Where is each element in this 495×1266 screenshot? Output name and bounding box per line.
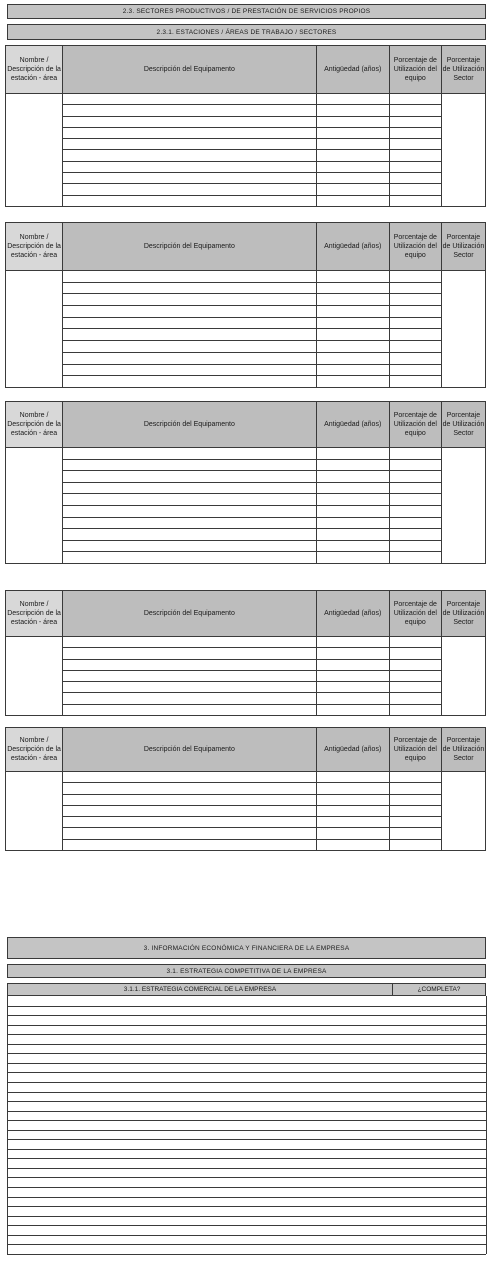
usage-equipment-cell[interactable] bbox=[389, 105, 441, 116]
table-row bbox=[6, 529, 486, 541]
strategy-line[interactable] bbox=[7, 1197, 486, 1198]
usage-equipment-cell[interactable] bbox=[389, 161, 441, 172]
usage-equipment-cell[interactable] bbox=[389, 306, 441, 318]
table-row bbox=[6, 552, 486, 564]
description-cell[interactable] bbox=[63, 828, 317, 839]
strategy-line[interactable] bbox=[7, 1120, 486, 1121]
description-cell[interactable] bbox=[63, 659, 317, 670]
section31-title: 3.1. ESTRATEGIA COMPETITIVA DE LA EMPRESA bbox=[166, 967, 327, 975]
usage-equipment-cell[interactable] bbox=[389, 494, 441, 506]
description-cell[interactable] bbox=[63, 317, 317, 329]
description-cell[interactable] bbox=[63, 529, 317, 541]
table-row bbox=[6, 150, 486, 161]
description-cell[interactable] bbox=[63, 471, 317, 483]
age-cell[interactable] bbox=[316, 184, 389, 195]
usage-equipment-cell[interactable] bbox=[389, 139, 441, 150]
strategy-line[interactable] bbox=[7, 1177, 486, 1178]
table-row bbox=[6, 139, 486, 150]
usage-sector-cell[interactable] bbox=[441, 772, 485, 851]
table-row bbox=[6, 184, 486, 195]
description-cell[interactable] bbox=[63, 139, 317, 150]
strategy-header bbox=[7, 983, 486, 996]
table-row bbox=[6, 271, 486, 283]
age-cell[interactable] bbox=[316, 552, 389, 564]
section-title-bar bbox=[7, 4, 486, 19]
age-cell[interactable] bbox=[316, 127, 389, 138]
description-cell[interactable] bbox=[63, 693, 317, 704]
station-name-cell[interactable] bbox=[6, 772, 63, 851]
table-row bbox=[6, 471, 486, 483]
usage-equipment-cell[interactable] bbox=[389, 282, 441, 294]
usage-equipment-cell[interactable] bbox=[389, 693, 441, 704]
table-row bbox=[6, 839, 486, 850]
header-description: Descripción del Equipamento bbox=[63, 223, 317, 271]
table-row bbox=[6, 648, 486, 659]
usage-equipment-cell[interactable] bbox=[389, 828, 441, 839]
description-cell[interactable] bbox=[63, 817, 317, 828]
table-row bbox=[6, 540, 486, 552]
description-cell[interactable] bbox=[63, 116, 317, 127]
header-description: Descripción del Equipamento bbox=[63, 402, 317, 448]
usage-equipment-cell[interactable] bbox=[389, 150, 441, 161]
usage-equipment-cell[interactable] bbox=[389, 772, 441, 783]
header-age: Antigüedad (años) bbox=[316, 46, 389, 94]
strategy-line[interactable] bbox=[7, 1216, 486, 1217]
strategy-line[interactable] bbox=[7, 1025, 486, 1026]
description-cell[interactable] bbox=[63, 670, 317, 681]
age-cell[interactable] bbox=[316, 783, 389, 794]
age-cell[interactable] bbox=[316, 505, 389, 517]
usage-equipment-cell[interactable] bbox=[389, 329, 441, 341]
age-cell[interactable] bbox=[316, 805, 389, 816]
description-cell[interactable] bbox=[63, 282, 317, 294]
description-cell[interactable] bbox=[63, 173, 317, 184]
age-cell[interactable] bbox=[316, 317, 389, 329]
age-cell[interactable] bbox=[316, 828, 389, 839]
station-name-cell[interactable] bbox=[6, 94, 63, 207]
header-usage-equipment: Porcentaje de Utilización del equipo bbox=[389, 46, 441, 94]
usage-equipment-cell[interactable] bbox=[389, 637, 441, 648]
age-cell[interactable] bbox=[316, 271, 389, 283]
usage-equipment-cell[interactable] bbox=[389, 294, 441, 306]
subsection-title: 2.3.1. ESTACIONES / ÁREAS DE TRABAJO / SECTORES bbox=[156, 28, 337, 36]
strategy-line[interactable] bbox=[7, 1158, 486, 1159]
usage-equipment-cell[interactable] bbox=[389, 341, 441, 353]
usage-equipment-cell[interactable] bbox=[389, 184, 441, 195]
usage-equipment-cell[interactable] bbox=[389, 94, 441, 105]
table-row bbox=[6, 505, 486, 517]
age-cell[interactable] bbox=[316, 94, 389, 105]
table-row bbox=[6, 670, 486, 681]
description-cell[interactable] bbox=[63, 459, 317, 471]
age-cell[interactable] bbox=[316, 482, 389, 494]
table-row bbox=[6, 306, 486, 318]
strategy-line[interactable] bbox=[7, 1244, 486, 1245]
age-cell[interactable] bbox=[316, 494, 389, 506]
header-usage-equipment: Porcentaje de Utilización del equipo bbox=[389, 402, 441, 448]
age-cell[interactable] bbox=[316, 693, 389, 704]
strategy-line[interactable] bbox=[7, 1101, 486, 1102]
header-name: Nombre / Descripción de la estación - área bbox=[6, 223, 63, 271]
strategy-title: 3.1.1. ESTRATEGIA COMERCIAL DE LA EMPRESA bbox=[123, 986, 277, 993]
age-cell[interactable] bbox=[316, 817, 389, 828]
header-age: Antigüedad (años) bbox=[316, 402, 389, 448]
usage-equipment-cell[interactable] bbox=[389, 459, 441, 471]
equipment-table-5 bbox=[5, 727, 486, 851]
age-cell[interactable] bbox=[316, 670, 389, 681]
usage-equipment-cell[interactable] bbox=[389, 839, 441, 850]
age-cell[interactable] bbox=[316, 794, 389, 805]
section-title: 2.3. SECTORES PRODUCTIVOS / DE PRESTACIÓN DE SERVICIOS PROPIOS bbox=[122, 8, 371, 15]
age-cell[interactable] bbox=[316, 459, 389, 471]
description-cell[interactable] bbox=[63, 294, 317, 306]
usage-sector-cell[interactable] bbox=[441, 94, 485, 207]
table-row bbox=[6, 317, 486, 329]
strategy-border bbox=[486, 996, 487, 1254]
strategy-line[interactable] bbox=[7, 1015, 486, 1016]
description-cell[interactable] bbox=[63, 505, 317, 517]
strategy-line[interactable] bbox=[7, 1168, 486, 1169]
strategy-line[interactable] bbox=[7, 1130, 486, 1131]
age-cell[interactable] bbox=[316, 306, 389, 318]
age-cell[interactable] bbox=[316, 376, 389, 388]
table-row bbox=[6, 329, 486, 341]
header-usage-equipment: Porcentaje de Utilización del equipo bbox=[389, 591, 441, 637]
table-row bbox=[6, 805, 486, 816]
usage-equipment-cell[interactable] bbox=[389, 116, 441, 127]
age-cell[interactable] bbox=[316, 682, 389, 693]
description-cell[interactable] bbox=[63, 482, 317, 494]
header-usage-sector: Porcentaje de Utilización Sector bbox=[441, 223, 485, 271]
usage-equipment-cell[interactable] bbox=[389, 704, 441, 715]
header-age: Antigüedad (años) bbox=[316, 591, 389, 637]
table-row bbox=[6, 161, 486, 172]
age-cell[interactable] bbox=[316, 529, 389, 541]
table-row bbox=[6, 448, 486, 460]
table-row bbox=[6, 693, 486, 704]
age-cell[interactable] bbox=[316, 105, 389, 116]
usage-equipment-cell[interactable] bbox=[389, 127, 441, 138]
usage-equipment-cell[interactable] bbox=[389, 352, 441, 364]
usage-equipment-cell[interactable] bbox=[389, 682, 441, 693]
strategy-line[interactable] bbox=[7, 1082, 486, 1083]
strategy-line[interactable] bbox=[7, 1053, 486, 1054]
header-name: Nombre / Descripción de la estación - área bbox=[6, 46, 63, 94]
description-cell[interactable] bbox=[63, 704, 317, 715]
age-cell[interactable] bbox=[316, 150, 389, 161]
table-row bbox=[6, 637, 486, 648]
description-cell[interactable] bbox=[63, 184, 317, 195]
age-cell[interactable] bbox=[316, 637, 389, 648]
age-cell[interactable] bbox=[316, 517, 389, 529]
usage-equipment-cell[interactable] bbox=[389, 794, 441, 805]
usage-equipment-cell[interactable] bbox=[389, 195, 441, 206]
equipment-table-1 bbox=[5, 45, 486, 207]
usage-equipment-cell[interactable] bbox=[389, 471, 441, 483]
description-cell[interactable] bbox=[63, 271, 317, 283]
header-usage-sector: Porcentaje de Utilización Sector bbox=[441, 591, 485, 637]
table-row bbox=[6, 817, 486, 828]
strategy-complete-label: ¿COMPLETA? bbox=[417, 986, 461, 993]
header-name: Nombre / Descripción de la estación - área bbox=[6, 402, 63, 448]
age-cell[interactable] bbox=[316, 195, 389, 206]
header-age: Antigüedad (años) bbox=[316, 223, 389, 271]
equipment-table-4 bbox=[5, 590, 486, 716]
header-age: Antigüedad (años) bbox=[316, 728, 389, 772]
strategy-line[interactable] bbox=[7, 1034, 486, 1035]
age-cell[interactable] bbox=[316, 648, 389, 659]
subsection-title-bar bbox=[7, 24, 486, 40]
strategy-line[interactable] bbox=[7, 1006, 486, 1007]
table-row bbox=[6, 794, 486, 805]
strategy-line[interactable] bbox=[7, 1063, 486, 1064]
table-row bbox=[6, 772, 486, 783]
section31-title-bar bbox=[7, 964, 486, 978]
usage-equipment-cell[interactable] bbox=[389, 448, 441, 460]
description-cell[interactable] bbox=[63, 805, 317, 816]
age-cell[interactable] bbox=[316, 161, 389, 172]
table-row bbox=[6, 494, 486, 506]
usage-equipment-cell[interactable] bbox=[389, 317, 441, 329]
description-cell[interactable] bbox=[63, 376, 317, 388]
age-cell[interactable] bbox=[316, 704, 389, 715]
strategy-line[interactable] bbox=[7, 1111, 486, 1112]
description-cell[interactable] bbox=[63, 794, 317, 805]
header-usage-sector: Porcentaje de Utilización Sector bbox=[441, 46, 485, 94]
description-cell[interactable] bbox=[63, 161, 317, 172]
usage-equipment-cell[interactable] bbox=[389, 805, 441, 816]
description-cell[interactable] bbox=[63, 341, 317, 353]
strategy-line[interactable] bbox=[7, 1139, 486, 1140]
table-row bbox=[6, 376, 486, 388]
age-cell[interactable] bbox=[316, 294, 389, 306]
usage-equipment-cell[interactable] bbox=[389, 482, 441, 494]
age-cell[interactable] bbox=[316, 471, 389, 483]
description-cell[interactable] bbox=[63, 839, 317, 850]
strategy-line[interactable] bbox=[7, 1092, 486, 1093]
header-usage-equipment: Porcentaje de Utilización del equipo bbox=[389, 728, 441, 772]
description-cell[interactable] bbox=[63, 329, 317, 341]
description-cell[interactable] bbox=[63, 517, 317, 529]
table-row bbox=[6, 341, 486, 353]
station-name-cell[interactable] bbox=[6, 637, 63, 716]
usage-equipment-cell[interactable] bbox=[389, 529, 441, 541]
table-row bbox=[6, 482, 486, 494]
table-row bbox=[6, 173, 486, 184]
description-cell[interactable] bbox=[63, 306, 317, 318]
usage-sector-cell[interactable] bbox=[441, 637, 485, 716]
usage-sector-cell[interactable] bbox=[441, 448, 485, 564]
age-cell[interactable] bbox=[316, 364, 389, 376]
usage-equipment-cell[interactable] bbox=[389, 552, 441, 564]
usage-equipment-cell[interactable] bbox=[389, 376, 441, 388]
usage-equipment-cell[interactable] bbox=[389, 364, 441, 376]
description-cell[interactable] bbox=[63, 127, 317, 138]
usage-equipment-cell[interactable] bbox=[389, 271, 441, 283]
age-cell[interactable] bbox=[316, 772, 389, 783]
header-name: Nombre / Descripción de la estación - área bbox=[6, 591, 63, 637]
usage-equipment-cell[interactable] bbox=[389, 670, 441, 681]
usage-equipment-cell[interactable] bbox=[389, 648, 441, 659]
strategy-line[interactable] bbox=[7, 1235, 486, 1236]
header-description: Descripción del Equipamento bbox=[63, 46, 317, 94]
header-description: Descripción del Equipamento bbox=[63, 728, 317, 772]
usage-equipment-cell[interactable] bbox=[389, 817, 441, 828]
strategy-line[interactable] bbox=[7, 1254, 486, 1255]
usage-equipment-cell[interactable] bbox=[389, 505, 441, 517]
section3-title: 3. INFORMACIÓN ECONÓMICA Y FINANCIERA DE LA EMPRESA bbox=[143, 944, 350, 952]
age-cell[interactable] bbox=[316, 282, 389, 294]
strategy-line[interactable] bbox=[7, 1149, 486, 1150]
header-description: Descripción del Equipamento bbox=[63, 591, 317, 637]
description-cell[interactable] bbox=[63, 494, 317, 506]
description-cell[interactable] bbox=[63, 195, 317, 206]
age-cell[interactable] bbox=[316, 139, 389, 150]
table-row bbox=[6, 682, 486, 693]
table-row bbox=[6, 517, 486, 529]
table-row bbox=[6, 116, 486, 127]
description-cell[interactable] bbox=[63, 352, 317, 364]
age-cell[interactable] bbox=[316, 341, 389, 353]
age-cell[interactable] bbox=[316, 659, 389, 670]
table-row bbox=[6, 105, 486, 116]
table-row bbox=[6, 282, 486, 294]
usage-sector-cell[interactable] bbox=[441, 271, 485, 388]
usage-equipment-cell[interactable] bbox=[389, 540, 441, 552]
description-cell[interactable] bbox=[63, 552, 317, 564]
station-name-cell[interactable] bbox=[6, 448, 63, 564]
table-row bbox=[6, 352, 486, 364]
description-cell[interactable] bbox=[63, 448, 317, 460]
table-row bbox=[6, 94, 486, 105]
description-cell[interactable] bbox=[63, 150, 317, 161]
usage-equipment-cell[interactable] bbox=[389, 173, 441, 184]
strategy-line[interactable] bbox=[7, 1072, 486, 1073]
description-cell[interactable] bbox=[63, 105, 317, 116]
station-name-cell[interactable] bbox=[6, 271, 63, 388]
table-row bbox=[6, 828, 486, 839]
usage-equipment-cell[interactable] bbox=[389, 517, 441, 529]
table-row bbox=[6, 364, 486, 376]
description-cell[interactable] bbox=[63, 682, 317, 693]
strategy-border bbox=[7, 996, 8, 1254]
description-cell[interactable] bbox=[63, 772, 317, 783]
table-row bbox=[6, 459, 486, 471]
table-row bbox=[6, 783, 486, 794]
header-name: Nombre / Descripción de la estación - área bbox=[6, 728, 63, 772]
description-cell[interactable] bbox=[63, 94, 317, 105]
description-cell[interactable] bbox=[63, 540, 317, 552]
table-row bbox=[6, 704, 486, 715]
header-usage-sector: Porcentaje de Utilización Sector bbox=[441, 402, 485, 448]
age-cell[interactable] bbox=[316, 448, 389, 460]
age-cell[interactable] bbox=[316, 116, 389, 127]
description-cell[interactable] bbox=[63, 648, 317, 659]
age-cell[interactable] bbox=[316, 540, 389, 552]
usage-equipment-cell[interactable] bbox=[389, 783, 441, 794]
age-cell[interactable] bbox=[316, 173, 389, 184]
header-usage-sector: Porcentaje de Utilización Sector bbox=[441, 728, 485, 772]
age-cell[interactable] bbox=[316, 352, 389, 364]
section3-title-bar bbox=[7, 937, 486, 959]
age-cell[interactable] bbox=[316, 329, 389, 341]
strategy-line[interactable] bbox=[7, 1044, 486, 1045]
table-row bbox=[6, 659, 486, 670]
table-row bbox=[6, 127, 486, 138]
usage-equipment-cell[interactable] bbox=[389, 659, 441, 670]
age-cell[interactable] bbox=[316, 839, 389, 850]
strategy-line[interactable] bbox=[7, 1187, 486, 1188]
header-usage-equipment: Porcentaje de Utilización del equipo bbox=[389, 223, 441, 271]
strategy-line[interactable] bbox=[7, 1206, 486, 1207]
equipment-table-3 bbox=[5, 401, 486, 564]
description-cell[interactable] bbox=[63, 364, 317, 376]
description-cell[interactable] bbox=[63, 637, 317, 648]
strategy-line[interactable] bbox=[7, 1225, 486, 1226]
table-row bbox=[6, 294, 486, 306]
description-cell[interactable] bbox=[63, 783, 317, 794]
table-row bbox=[6, 195, 486, 206]
equipment-table-2 bbox=[5, 222, 486, 388]
